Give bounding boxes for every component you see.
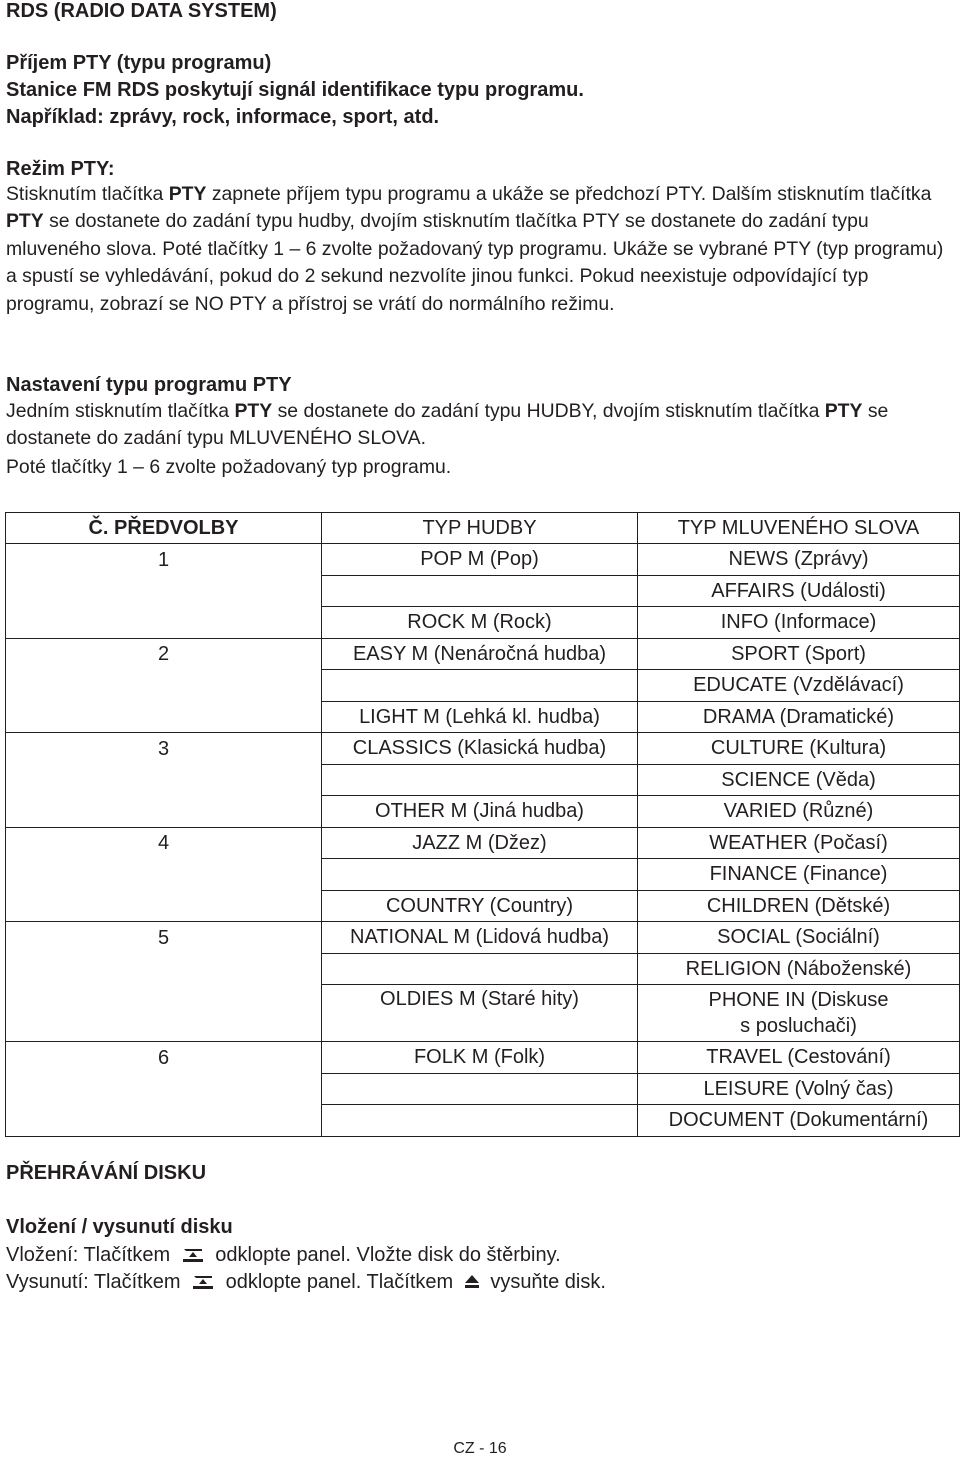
speech-cell: AFFAIRS (Události) xyxy=(638,575,960,607)
speech-cell: CULTURE (Kultura) xyxy=(638,733,960,765)
table-row xyxy=(6,796,960,828)
music-cell: NATIONAL M (Lidová hudba) xyxy=(322,922,638,954)
speech-cell: SOCIAL (Sociální) xyxy=(638,922,960,954)
music-cell xyxy=(322,1073,638,1105)
pty-setting-key-2: PTY xyxy=(824,400,863,422)
pty-mode-heading: Režim PTY: xyxy=(6,158,115,180)
music-cell: ROCK M (Rock) xyxy=(322,607,638,639)
speech-cell: TRAVEL (Cestování) xyxy=(638,1042,960,1074)
table-row xyxy=(6,985,960,1042)
music-cell xyxy=(322,1105,638,1137)
table-row xyxy=(6,890,960,922)
eject-text-b: odklopte panel. Tlačítkem xyxy=(225,1271,454,1293)
open-panel-icon xyxy=(190,1270,216,1295)
music-cell xyxy=(322,859,638,891)
pty-receive-line1: Stanice FM RDS poskytují signál identifikace typu programu. xyxy=(6,79,584,101)
pty-setting-paragraph xyxy=(6,398,954,453)
preset-cell: 6 xyxy=(6,1042,322,1074)
preset-cell xyxy=(6,1105,322,1137)
preset-cell: 2 xyxy=(6,638,322,670)
table-row xyxy=(6,607,960,639)
music-cell xyxy=(322,670,638,702)
speech-cell xyxy=(638,985,960,1042)
table-row xyxy=(6,1042,960,1074)
speech-cell: FINANCE (Finance) xyxy=(638,859,960,891)
table-row xyxy=(6,670,960,702)
table-row xyxy=(6,733,960,765)
pty-setting-text-3: se dostanete do zadání typu MLUVENÉHO SLOVA. xyxy=(6,400,889,450)
preset-cell: 3 xyxy=(6,733,322,765)
preset-cell xyxy=(6,859,322,891)
pty-receive-line2: Například: zprávy, rock, informace, sport, atd. xyxy=(6,106,440,128)
speech-cell: EDUCATE (Vzdělávací) xyxy=(638,670,960,702)
table-row xyxy=(6,827,960,859)
table-row xyxy=(6,953,960,985)
music-cell: OLDIES M (Staré hity) xyxy=(322,985,638,1042)
preset-cell xyxy=(6,607,322,639)
pty-setting-text-2: se dostanete do zadání typu HUDBY, dvojím stisknutím tlačítka xyxy=(272,400,825,422)
speech-cell: LEISURE (Volný čas) xyxy=(638,1073,960,1105)
table-row xyxy=(6,701,960,733)
eject-text-c: vysuňte disk. xyxy=(490,1271,606,1293)
preset-cell: 4 xyxy=(6,827,322,859)
preset-cell: 5 xyxy=(6,922,322,954)
eject-icon xyxy=(463,1272,481,1295)
speech-cell: DOCUMENT (Dokumentární) xyxy=(638,1105,960,1137)
preset-cell xyxy=(6,985,322,1042)
speech-cell: SPORT (Sport) xyxy=(638,638,960,670)
speech-cell: NEWS (Zprávy) xyxy=(638,544,960,576)
music-cell xyxy=(322,764,638,796)
preset-cell: 1 xyxy=(6,544,322,576)
music-cell: COUNTRY (Country) xyxy=(322,890,638,922)
preset-cell xyxy=(6,953,322,985)
speech-cell: SCIENCE (Věda) xyxy=(638,764,960,796)
speech-cell-line2: s posluchači) xyxy=(740,1015,857,1037)
pty-mode-text-1: Stisknutím tlačítka xyxy=(6,183,169,205)
table-row xyxy=(6,575,960,607)
open-panel-icon xyxy=(180,1243,206,1268)
music-cell: LIGHT M (Lehká kl. hudba) xyxy=(322,701,638,733)
eject-instruction xyxy=(6,1270,606,1295)
pty-setting-key-1: PTY xyxy=(234,400,273,422)
insert-text-b: odklopte panel. Vložte disk do štěrbiny. xyxy=(215,1244,561,1266)
music-cell xyxy=(322,575,638,607)
speech-cell-line1: PHONE IN (Diskuse xyxy=(708,989,889,1011)
speech-cell: VARIED (Různé) xyxy=(638,796,960,828)
pty-receive-heading: Příjem PTY (typu programu) xyxy=(6,52,272,74)
music-cell: CLASSICS (Klasická hudba) xyxy=(322,733,638,765)
table-row xyxy=(6,859,960,891)
music-cell xyxy=(322,953,638,985)
table-row xyxy=(6,638,960,670)
table-row xyxy=(6,922,960,954)
speech-cell: DRAMA (Dramatické) xyxy=(638,701,960,733)
music-cell: JAZZ M (Džez) xyxy=(322,827,638,859)
table-header-row xyxy=(6,513,960,544)
pty-mode-text-2: zapnete příjem typu programu a ukáže se předchozí PTY. Dalším stisknutím tlačítka xyxy=(206,183,932,205)
pty-key-1: PTY xyxy=(168,183,207,205)
preset-cell xyxy=(6,796,322,828)
page-number: CZ - 16 xyxy=(453,1440,507,1457)
preset-cell xyxy=(6,1073,322,1105)
pty-setting-heading: Nastavení typu programu PTY xyxy=(6,374,292,396)
disc-subheading: Vložení / vysunutí disku xyxy=(6,1216,233,1238)
preset-cell xyxy=(6,670,322,702)
music-cell: POP M (Pop) xyxy=(322,544,638,576)
preset-cell xyxy=(6,575,322,607)
pty-setting-line3: Poté tlačítky 1 – 6 zvolte požadovaný typ programu. xyxy=(6,456,452,478)
speech-cell: INFO (Informace) xyxy=(638,607,960,639)
header-music: TYP HUDBY xyxy=(322,513,638,544)
table-row xyxy=(6,764,960,796)
table-row xyxy=(6,1105,960,1137)
header-preset: Č. PŘEDVOLBY xyxy=(6,513,322,544)
speech-cell: WEATHER (Počasí) xyxy=(638,827,960,859)
music-cell: FOLK M (Folk) xyxy=(322,1042,638,1074)
pty-setting-text-1: Jedním stisknutím tlačítka xyxy=(6,400,235,422)
eject-text-a: Vysunutí: Tlačítkem xyxy=(6,1271,181,1293)
pty-table xyxy=(5,512,960,1137)
music-cell: OTHER M (Jiná hudba) xyxy=(322,796,638,828)
preset-cell xyxy=(6,764,322,796)
speech-cell: CHILDREN (Dětské) xyxy=(638,890,960,922)
disc-heading: PŘEHRÁVÁNÍ DISKU xyxy=(6,1162,207,1184)
speech-cell: RELIGION (Náboženské) xyxy=(638,953,960,985)
insert-text-a: Vložení: Tlačítkem xyxy=(6,1244,171,1266)
table-row xyxy=(6,544,960,576)
header-speech: TYP MLUVENÉHO SLOVA xyxy=(638,513,960,544)
page-title: RDS (RADIO DATA SYSTEM) xyxy=(6,0,277,22)
table-row xyxy=(6,1073,960,1105)
preset-cell xyxy=(6,890,322,922)
pty-key-2: PTY xyxy=(6,210,44,233)
preset-cell xyxy=(6,701,322,733)
pty-mode-paragraph xyxy=(6,181,954,318)
music-cell: EASY M (Nenáročná hudba) xyxy=(322,638,638,670)
pty-mode-text-3: se dostanete do zadání typu hudby, dvojím stisknutím tlačítka PTY se dostanete do zadání typu mluveného slova. Poté tlačítky 1 – 6 zvolte požadovaný typ programu. Ukáže se vybrané PTY (typ programu) a spustí se vyhledávání, pokud do 2 sekund nezvolíte jinou funkci. Pokud neexistuje odpovídající typ programu, zobrazí se NO PTY a přístroj se vrátí do normálního režimu. xyxy=(6,210,944,315)
insert-instruction xyxy=(6,1243,561,1268)
